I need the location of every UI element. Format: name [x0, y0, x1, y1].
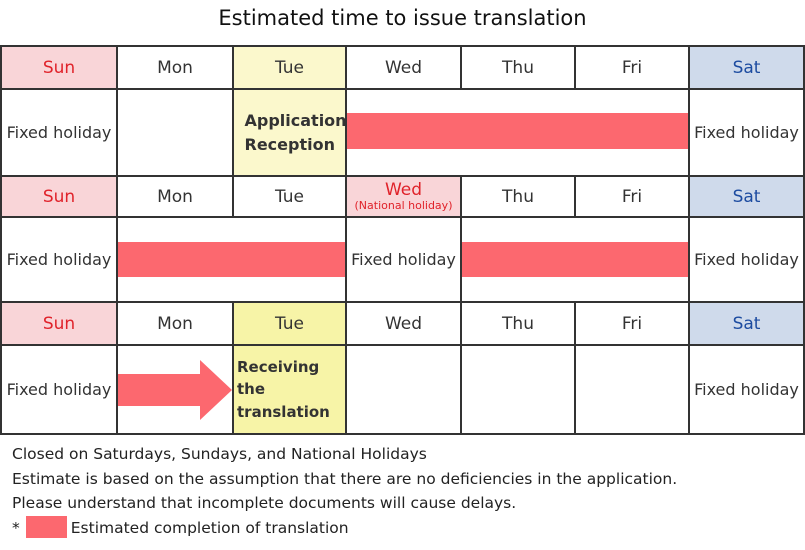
week3-wed-header: Wed [347, 303, 460, 344]
week1-mon-cell [118, 90, 232, 175]
week3-thu-header: Thu [462, 303, 574, 344]
legend-swatch [26, 516, 67, 538]
week3-mon-header: Mon [118, 303, 232, 344]
week1-application-reception [234, 90, 345, 175]
week3-sun-header: Sun [2, 303, 116, 344]
week1-sat-cell: Fixed holiday [690, 90, 803, 175]
legend-marker: * [12, 518, 20, 537]
week3-sun-cell: Fixed holiday [2, 346, 116, 433]
completion-bar [462, 242, 688, 277]
week2-sun-cell: Fixed holiday [2, 218, 116, 301]
week2-thu-fri-cell [462, 218, 688, 301]
week1-fri-header: Fri [576, 47, 688, 88]
page-title: Estimated time to issue translation [218, 6, 587, 30]
week1-sat-header: Sat [690, 47, 803, 88]
legend-label: Estimated completion of translation [70, 518, 349, 537]
completion-bar [347, 113, 688, 149]
week3-wed-cell [347, 346, 460, 433]
week2-tue-header: Tue [234, 177, 345, 216]
national-holiday-note: (National holiday) [354, 198, 453, 212]
national-holiday-day: Wed [384, 179, 423, 200]
week3-thu-cell [462, 346, 574, 433]
week3-fri-header: Fri [576, 303, 688, 344]
week2-mon-header: Mon [118, 177, 232, 216]
week2-wed-cell: Fixed holiday [347, 218, 460, 301]
week2-mon-tue-cell [118, 218, 345, 301]
note-line: Estimate is based on the assumption that there are no deficiencies in the application. [12, 469, 678, 488]
note-line: Please understand that incomplete documents will cause delays. [12, 494, 517, 512]
week2-sun-header: Sun [2, 177, 116, 216]
application-reception-label: Application Reception [244, 111, 347, 154]
week3-tue-header: Tue [234, 303, 345, 344]
note-line: Closed on Saturdays, Sundays, and National Holidays [12, 445, 427, 463]
week1-mon-header: Mon [118, 47, 232, 88]
week2-sat-header: Sat [690, 177, 803, 216]
week1-wed-header: Wed [347, 47, 460, 88]
notes [12, 442, 802, 540]
completion-bar [118, 242, 345, 277]
week1-thu-header: Thu [462, 47, 574, 88]
week1-tue-header: Tue [234, 47, 345, 88]
receiving-translation-label: Receiving the translation [237, 357, 330, 421]
week3-receiving-translation [234, 346, 345, 433]
week2-thu-header: Thu [462, 177, 574, 216]
week3-sat-header: Sat [690, 303, 803, 344]
week3-sat-cell: Fixed holiday [690, 346, 803, 433]
week3-mon-cell [118, 346, 232, 433]
week3-fri-cell [576, 346, 688, 433]
week2-fri-header: Fri [576, 177, 688, 216]
week1-wed-cell [347, 90, 688, 175]
week2-wed-header [347, 177, 460, 216]
calendar-grid [0, 45, 805, 435]
legend [12, 516, 802, 541]
week2-sat-cell: Fixed holiday [690, 218, 803, 301]
week1-sun-cell: Fixed holiday [2, 90, 116, 175]
week1-sun-header: Sun [2, 47, 116, 88]
arrow-right-icon [118, 360, 232, 420]
